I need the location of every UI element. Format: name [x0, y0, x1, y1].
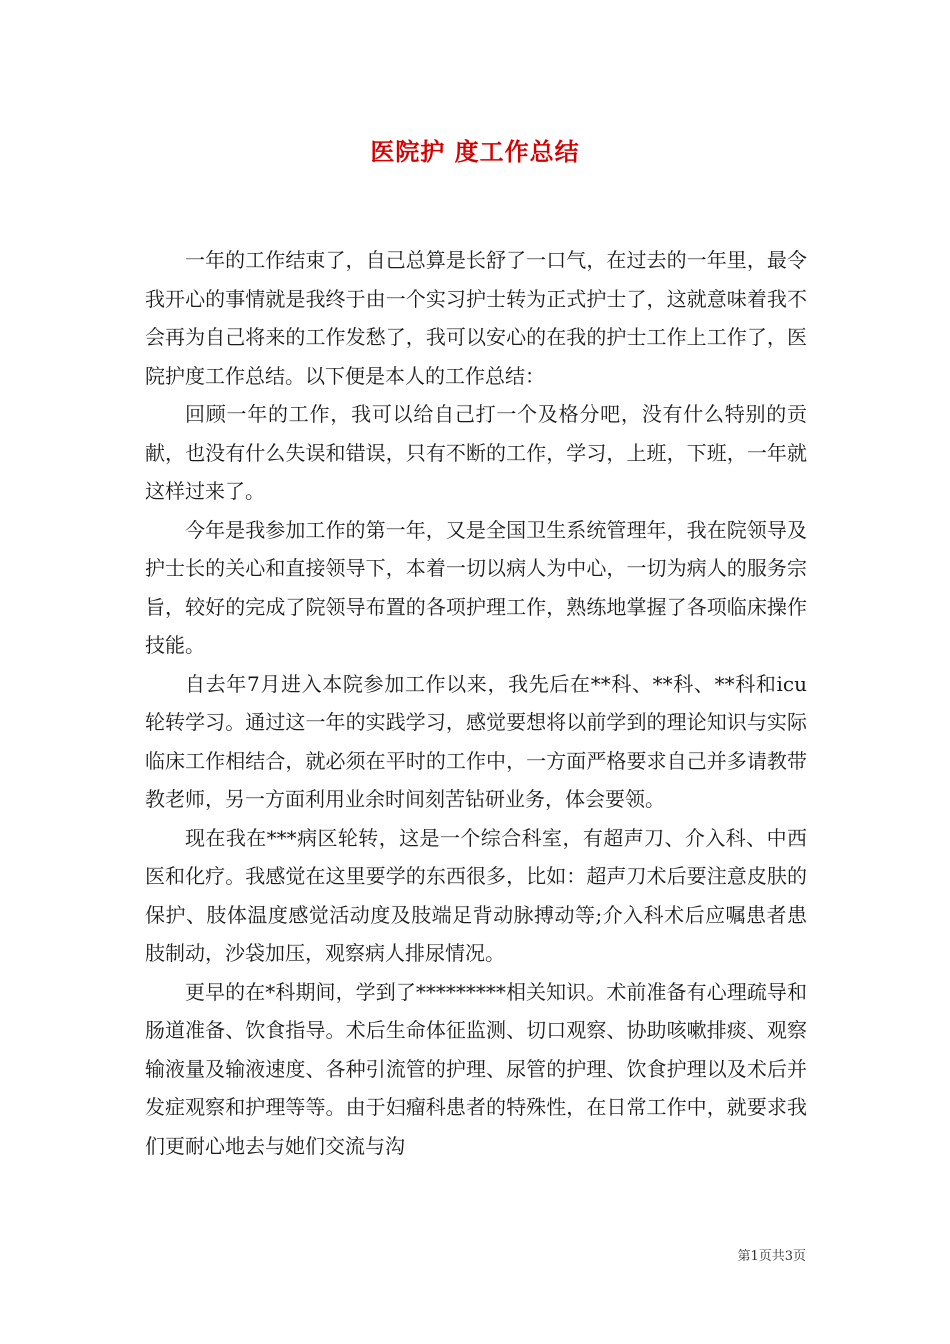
page-number-footer: 第1页共3页 [737, 1249, 806, 1264]
paragraph: 更早的在*科期间，学到了*********相关知识。术前准备有心理疏导和肠道准备、饮食指导。术后生命体征监测、切口观察、协助咳嗽排痰、观察输液量及输液速度、各种引流管的护理、尿管的护理、饮食护理以及术后并发症观察和护理等等。由于妇瘤科患者的特殊性，在日常工作中，就要求我们更耐心地去与她们交流与沟 [145, 979, 807, 1158]
document-body [145, 241, 807, 1165]
paragraph: 自去年7月进入本院参加工作以来，我先后在**科、**科、**科和icu轮转学习。通过这一年的实践学习，感觉要想将以前学到的理论知识与实际临床工作相结合，就必须在平时的工作中，一方面严格要求自己并多请教带教老师，另一方面利用业余时间刻苦钻研业务，体会要领。 [145, 671, 807, 811]
paragraph: 今年是我参加工作的第一年，又是全国卫生系统管理年，我在院领导及护士长的关心和直接领导下，本着一切以病人为中心，一切为病人的服务宗旨，较好的完成了院领导布置的各项护理工作，熟练地掌握了各项临床操作技能。 [145, 517, 807, 657]
paragraph: 回顾一年的工作，我可以给自己打一个及格分吧，没有什么特别的贡献，也没有什么失误和错误，只有不断的工作，学习，上班，下班，一年就这样过来了。 [145, 402, 807, 503]
paragraph: 一年的工作结束了，自己总算是长舒了一口气，在过去的一年里，最令我开心的事情就是我终于由一个实习护士转为正式护士了，这就意味着我不会再为自己将来的工作发愁了，我可以安心的在我的护士工作上工作了，医院护度工作总结。以下便是本人的工作总结： [145, 248, 807, 388]
document-title: 医院护 度工作总结 [370, 137, 580, 166]
paragraph: 现在我在***病区轮转，这是一个综合科室，有超声刀、介入科、中西医和化疗。我感觉在这里要学的东西很多，比如：超声刀术后要注意皮肤的保护、肢体温度感觉活动度及肢端足背动脉搏动等;介入科术后应嘱患者患肢制动，沙袋加压，观察病人排尿情况。 [145, 825, 807, 965]
